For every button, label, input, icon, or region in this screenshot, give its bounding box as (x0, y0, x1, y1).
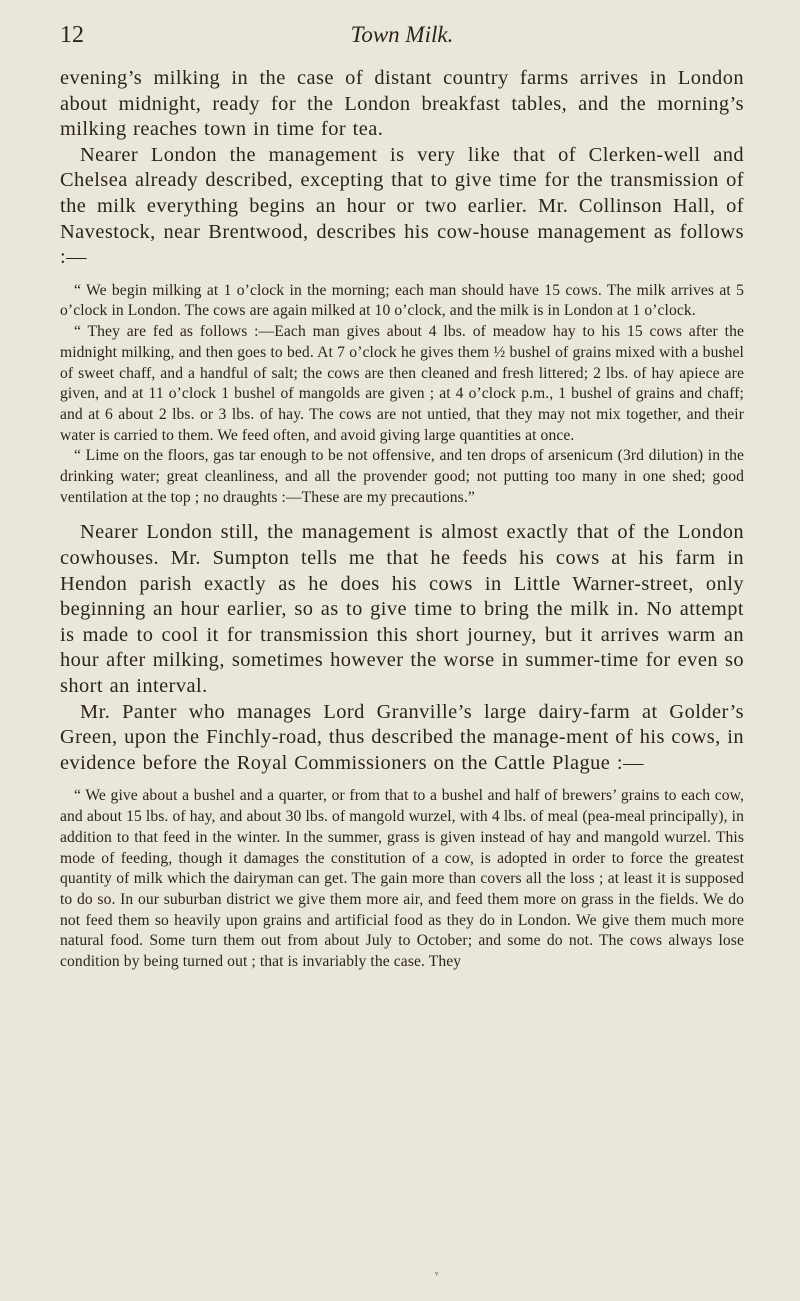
printer-mark: ᵛ (435, 1268, 439, 1282)
page-number: 12 (60, 22, 84, 48)
quote-paragraph: “ They are fed as follows :—Each man gives about 4 lbs. of meadow hay to his 15 cows after the midnight milking, and then goes to bed. At 7 o’clock he gives them ½ bushel of grains mixed with a bushel of sweet chaff, and a handful of salt; the cows are then cleaned and fresh littered; 2 lbs. of hay apiece are given, and at 11 o’clock 1 bushel of mangolds are given ; at 4 o’clock p.m., 1 bushel of grains and chaff; and at 6 about 2 lbs. or 3 lbs. of hay. The cows are not untied, that they may not mix together, and their water is carried to them. We feed often, and avoid giving large quantities at once. (60, 323, 744, 444)
quotation-mr-panter (60, 786, 744, 972)
paragraph-nearer-london: Nearer London the management is very like that of Clerken-well and Chelsea already described, excepting that to give time for the transmission of the milk everything begins an hour or two earlier. Mr. Collinson Hall, of Navestock, near Brentwood, describes his cow-house management as follows :— (60, 143, 744, 269)
quote-paragraph: “ We give about a bushel and a quarter, or from that to a bushel and half of brewers’ grains to each cow, and about 15 lbs. of hay, and about 30 lbs. of mangold wurzel, with 4 lbs. of meal (pea-meal principally), in addition to that feed in the winter. In the summer, grass is given instead of hay and mangold wurzel. This mode of feeding, though it damages the constitution of a cow, is adopted in order to force the greatest quantity of milk which the dairyman can get. The gain more than covers all the loss ; at least it is supposed to do so. In our suburban district we give them more air, and feed them more on grass in the fields. We do not feed them so heavily upon grains and artificial food as they do in London. We give them much more natural food. Some turn them out from about July to October; and some do not. The cows always lose condition by being turned out ; that is invariably the case. They (60, 787, 744, 971)
quote-paragraph: “ We begin milking at 1 o’clock in the morning; each man should have 15 cows. The milk arrives at 5 o’clock in London. The cows are again milked at 10 o’clock, and the milk is in London at 1 o’clock. (60, 281, 744, 320)
middle-text (60, 520, 744, 776)
paragraph-continued: evening’s milking in the case of distant country farms arrives in London about midnight, ready for the London breakfast tables, and the morning’s milking reaches town in time for tea. (60, 67, 744, 141)
running-title: Town Milk. (350, 22, 454, 47)
running-head (60, 18, 744, 52)
paragraph-nearer-london-still: Nearer London still, the management is almost exactly that of the London cowhouses. Mr. Sumpton tells me that he feeds his cows at his farm in Hendon parish exactly as he does his cows in Little Warner-street, only beginning an hour earlier, so as to give time to bring the milk in. No attempt is made to cool it for transmission this short journey, but it arrives warm an hour after milking, sometimes however the worse in summer-time for even so short an interval. (60, 521, 744, 698)
paragraph-mr-panter: Mr. Panter who manages Lord Granville’s large dairy-farm at Golder’s Green, upon the Finchly-road, thus described the manage-ment of his cows, in evidence before the Royal Commissioners on the Cattle Plague :— (60, 700, 744, 774)
quotation-collinson-hall (60, 281, 744, 509)
opening-text (60, 66, 744, 271)
quote-paragraph: “ Lime on the floors, gas tar enough to be not offensive, and ten drops of arsenicum (3rd dilution) in the drinking water; great cleanliness, and all the provender good; not putting too many in one shed; good ventilation at the top ; no draughts :—These are my precautions.” (60, 447, 744, 506)
